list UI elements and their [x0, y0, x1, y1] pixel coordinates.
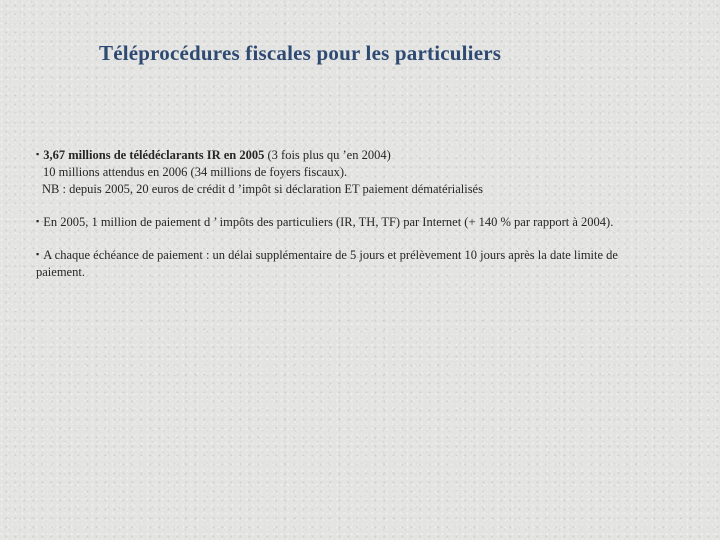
- paragraph-3-text: A chaque échéance de paiement : un délai supplémentaire de 5 jours et prélèvement 10 jours après la date limite de paiement.: [36, 248, 618, 279]
- paragraph-1-line-2: 10 millions attendus en 2006 (34 millions de foyers fiscaux).: [43, 165, 348, 179]
- paragraph-1-line-1: [36, 146, 646, 164]
- slide-title: Téléprocédures fiscales pour les particuliers: [99, 41, 502, 65]
- bullet-paragraph-2: [36, 213, 646, 231]
- paragraph-1-line-3: NB : depuis 2005, 20 euros de crédit d ’impôt si déclaration ET paiement dématérialisés: [42, 182, 483, 196]
- slide-body: [36, 146, 646, 296]
- bullet-icon: ▪: [36, 249, 40, 259]
- bullet-icon: ▪: [36, 149, 40, 159]
- bullet-paragraph-3: [36, 246, 646, 281]
- paragraph-1-bold-lead: 3,67 millions de télédéclarants IR en 2005: [43, 148, 265, 162]
- bullet-paragraph-1: [36, 146, 646, 198]
- paragraph-1-lead-rest: (3 fois plus qu ’en 2004): [264, 148, 391, 162]
- paragraph-2-text: En 2005, 1 million de paiement d ’ impôts des particuliers (IR, TH, TF) par Internet (+ 140 % par rapport à 2004).: [43, 215, 614, 229]
- bullet-icon: ▪: [36, 216, 40, 226]
